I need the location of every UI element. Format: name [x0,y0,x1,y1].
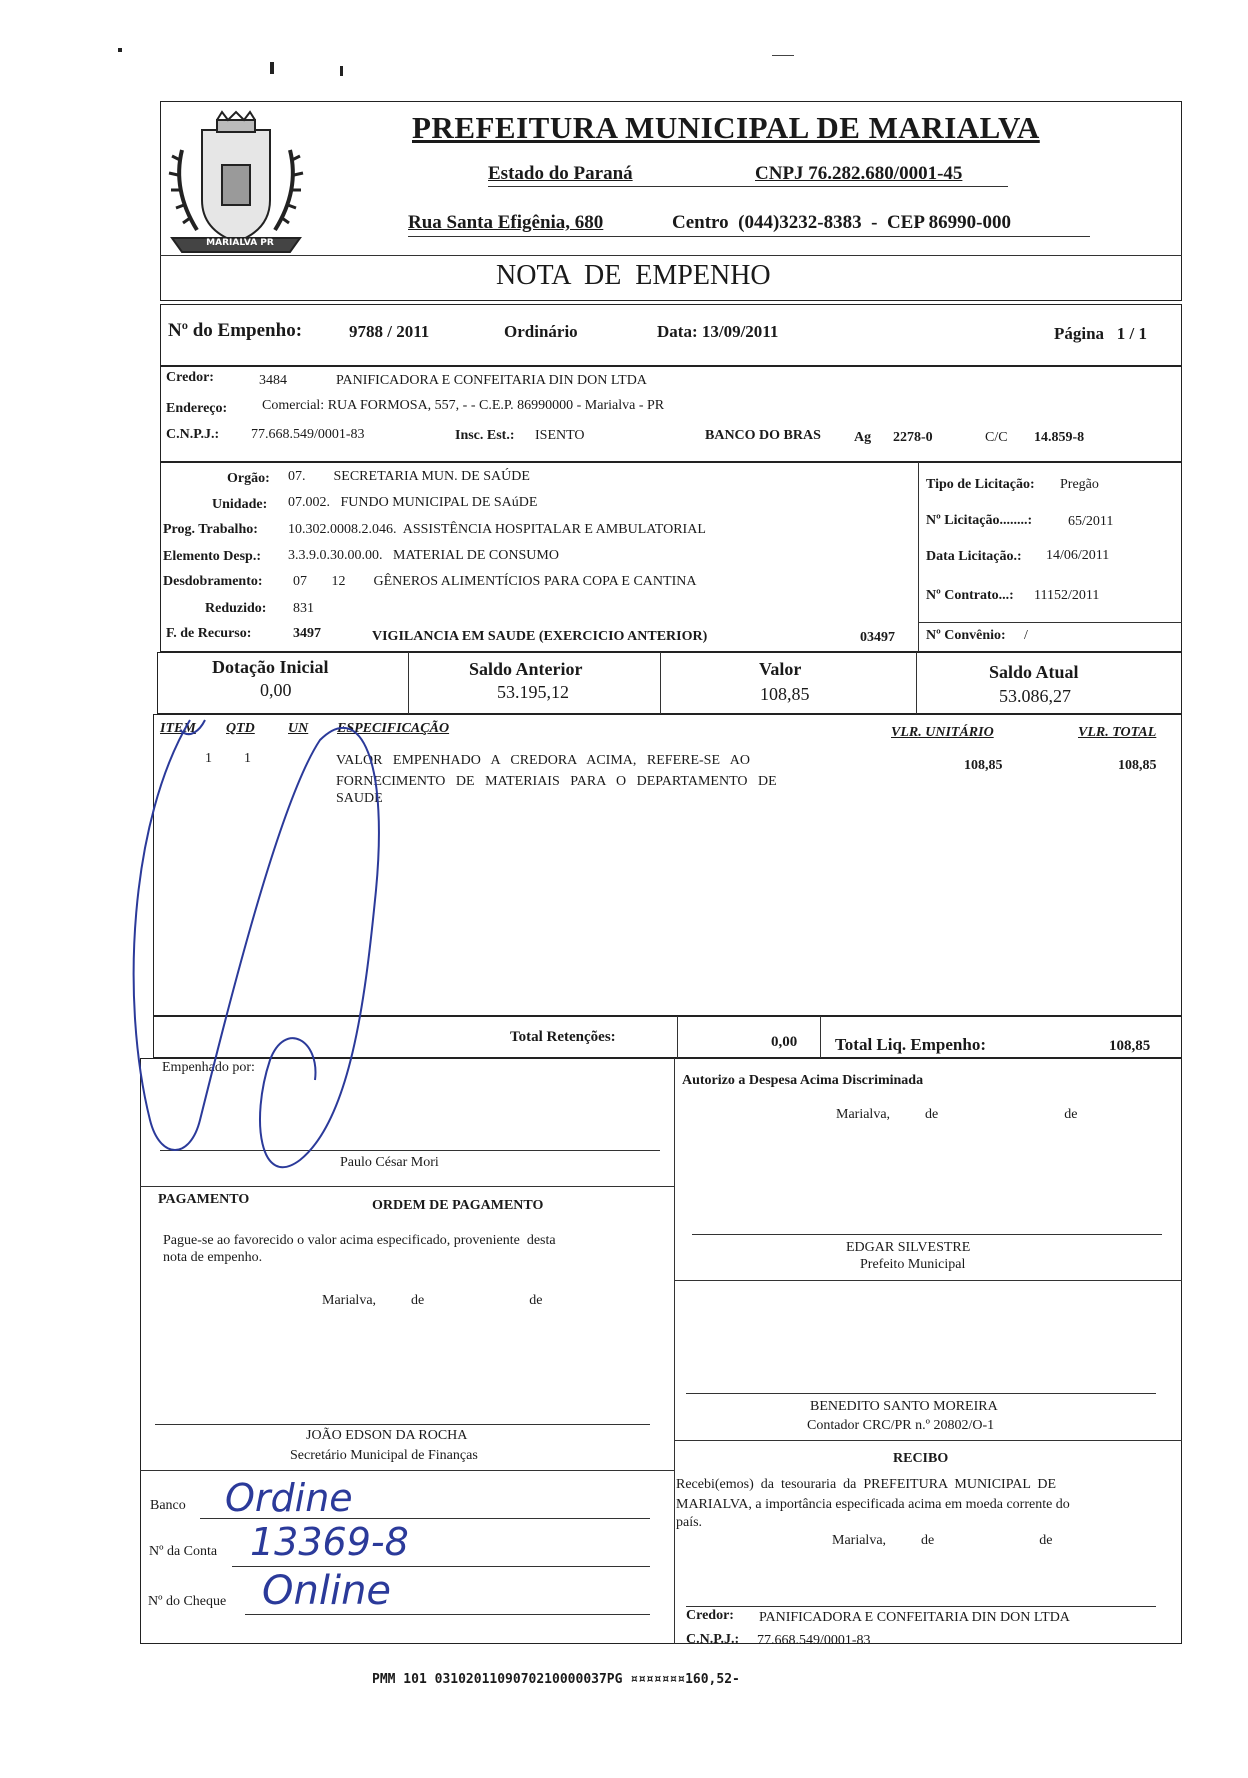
total-retencoes-label: Total Retenções: [510,1029,616,1045]
autorizo-city-date: Marialva, de de [836,1107,1078,1122]
tipo-licitacao-label: Tipo de Licitação: [926,477,1035,492]
state-underline [488,186,1008,187]
convenio-value: / [1024,628,1028,643]
orgao-label: Orgão: [227,471,270,486]
empenho-number: 9788 / 2011 [349,322,430,341]
row-total-value: 108,85 [1118,758,1157,773]
credor-address: Comercial: RUA FORMOSA, 557, - - C.E.P. 86990000 - Marialva - PR [262,398,665,413]
col-total-header: VLR. TOTAL [1078,725,1157,740]
recurso-desc: VIGILANCIA EM SAUDE (EXERCICIO ANTERIOR) [372,629,708,644]
row-spec-line3: SAUDE [336,791,383,806]
contador-role: Contador CRC/PR n.º 20802/O-1 [807,1418,995,1433]
cheque-handwritten: Online [262,1568,392,1614]
contador-name: BENEDITO SANTO MOREIRA [810,1399,998,1414]
saldo-anterior-value: 53.195,12 [497,682,569,702]
col-item-header: ITEM [160,721,196,736]
orgao-value: 07. SECRETARIA MUN. DE SAÚDE [288,469,530,484]
recibo-credor-name: PANIFICADORA E CONFEITARIA DIN DON LTDA [759,1610,1070,1625]
recibo-cnpj: 77.668.549/0001-83 [757,1633,871,1648]
num-licitacao-label: Nº Licitação........: [926,513,1033,528]
tipo-licitacao-value: Pregão [1060,477,1099,492]
convenio-divider [918,622,1182,623]
contrato-value: 11152/2011 [1034,588,1100,603]
empenho-number-label: Nº do Empenho: [168,320,303,341]
credor-insc: ISENTO [535,428,585,443]
credor-ag-label: Ag [854,430,872,445]
dotacao-label: Dotação Inicial [212,657,329,677]
prefeito-signature-line [692,1234,1162,1235]
secretario-bottom-line [140,1470,674,1471]
recibo-city-date: Marialva, de de [832,1533,1053,1548]
recurso-label: F. de Recurso: [166,626,252,641]
banco-label: Banco [150,1498,186,1513]
row-item: 1 [205,751,212,766]
address-underline [408,236,1090,237]
data-licitacao-label: Data Licitação.: [926,549,1022,564]
empenhado-name: Paulo César Mori [340,1155,439,1170]
elemento-label: Elemento Desp.: [163,549,261,564]
prog-label: Prog. Trabalho: [163,522,258,537]
unidade-label: Unidade: [212,497,268,512]
balance-divider-2 [660,652,661,714]
secretario-name: JOÃO EDSON DA ROCHA [306,1428,468,1443]
total-liq-label: Total Liq. Empenho: [835,1035,986,1054]
credor-ag: 2278-0 [893,430,933,445]
scan-mark-3 [118,48,122,52]
prefeito-bottom-line [674,1280,1182,1281]
cheque-label: Nº do Cheque [148,1594,227,1609]
pagamento-city-date: Marialva, de de [322,1293,543,1308]
totals-divider-2 [820,1016,821,1058]
valor-label: Valor [759,659,802,679]
balance-divider-3 [916,652,917,714]
saldo-atual-label: Saldo Atual [989,662,1079,682]
scan-mark-1 [270,62,274,74]
col-qtd-header: QTD [226,721,255,736]
cnpj-header: CNPJ 76.282.680/0001-45 [755,163,963,184]
cheque-line [245,1614,650,1615]
ordem-pagamento-label: ORDEM DE PAGAMENTO [372,1198,544,1213]
recurso-code: 3497 [293,626,321,641]
valor-value: 108,85 [760,684,810,704]
empenho-type: Ordinário [504,322,578,341]
empenhado-bottom-line [140,1186,674,1187]
row-qtd: 1 [244,751,251,766]
contador-signature-line [686,1393,1156,1394]
pagamento-text-1: Pague-se ao favorecido o valor acima especificado, proveniente desta [163,1233,556,1248]
col-unit-header: VLR. UNITÁRIO [891,725,994,740]
credor-address-label: Endereço: [166,401,228,416]
contador-bottom-line [674,1440,1182,1441]
col-spec-header: ESPECIFICAÇÃO [337,721,450,736]
footer-code: PMM 101 0310201109070210000037PG ¤¤¤¤¤¤¤160,52- [372,1672,740,1687]
row-unit-value: 108,85 [964,758,1003,773]
desdobramento-label: Desdobramento: [163,574,263,589]
row-spec-line2: FORNECIMENTO DE MATERIAIS PARA O DEPARTAMENTO DE [336,774,777,789]
col-un-header: UN [288,721,309,736]
desdobramento-value: 07 12 GÊNEROS ALIMENTÍCIOS PARA COPA E CANTINA [293,574,697,589]
elemento-value: 3.3.9.0.30.00.00. MATERIAL DE CONSUMO [288,548,559,563]
credor-cnpj: 77.668.549/0001-83 [251,427,365,442]
document-title: NOTA DE EMPENHO [496,260,771,291]
conta-label: Nº da Conta [149,1544,218,1559]
budget-divider [918,462,919,652]
banco-handwritten: Ordine [225,1476,353,1520]
address-district-phone-cep: Centro (044)3232-8383 - CEP 86990-000 [672,212,1011,233]
address-street: Rua Santa Efigênia, 680 [408,212,604,233]
seal-banner-text: MARIALVA PR [206,238,274,248]
scan-mark-4 [772,55,794,56]
credor-cc-label: C/C [985,430,1008,445]
dotacao-value: 0,00 [260,680,292,700]
num-licitacao-value: 65/2011 [1068,514,1114,529]
conta-handwritten: 13369-8 [250,1520,409,1564]
saldo-anterior-label: Saldo Anterior [469,659,583,679]
credor-insc-label: Insc. Est.: [455,428,515,443]
secretario-signature-line [155,1424,650,1425]
recibo-signature-line [686,1606,1156,1607]
scan-mark-2 [340,66,343,76]
row-spec-line1: VALOR EMPENHADO A CREDORA ACIMA, REFERE-SE AO [336,753,750,768]
pagamento-label: PAGAMENTO [158,1192,250,1207]
page-indicator: Página 1 / 1 [1054,324,1148,343]
credor-box [160,366,1182,462]
recibo-text-2: MARIALVA, a importância especificada acima em moeda corrente do [676,1497,1070,1512]
reduzido-label: Reduzido: [205,601,267,616]
credor-name: PANIFICADORA E CONFEITARIA DIN DON LTDA [336,373,647,388]
lower-center-divider [674,1058,675,1644]
total-retencoes-value: 0,00 [771,1034,798,1050]
total-liq-value: 108,85 [1109,1038,1151,1054]
credor-cnpj-label: C.N.P.J.: [166,427,220,442]
reduzido-value: 831 [293,601,314,616]
recibo-cnpj-label: C.N.P.J.: [686,1632,740,1647]
empenho-date: Data: 13/09/2011 [657,322,779,341]
credor-label: Credor: [166,370,214,385]
totals-divider-1 [677,1016,678,1058]
recibo-title: RECIBO [893,1451,949,1466]
prefeito-name: EDGAR SILVESTRE [846,1240,971,1255]
header-divider [160,255,1182,256]
unidade-value: 07.002. FUNDO MUNICIPAL DE SAúDE [288,495,538,510]
conta-line [232,1566,650,1567]
convenio-label: Nº Convênio: [926,628,1006,643]
recurso-num: 03497 [860,630,895,645]
credor-code: 3484 [259,373,287,388]
empenhado-por-label: Empenhado por: [162,1060,255,1075]
recibo-text-1: Recebi(emos) da tesouraria da PREFEITURA MUNICIPAL DE [676,1477,1057,1492]
pagamento-text-2: nota de empenho. [163,1250,263,1265]
recibo-credor-label: Credor: [686,1608,734,1623]
autorizo-label: Autorizo a Despesa Acima Discriminada [682,1073,924,1088]
signature-scribble-icon [120,700,460,1180]
credor-cc: 14.859-8 [1034,430,1085,445]
saldo-atual-value: 53.086,27 [999,686,1071,706]
prog-value: 10.302.0008.2.046. ASSISTÊNCIA HOSPITALAR E AMBULATORIAL [288,522,706,537]
credor-bank: BANCO DO BRAS [705,428,821,443]
contrato-label: Nº Contrato...: [926,588,1014,603]
state-name: Estado do Paraná [488,163,633,184]
prefeito-role: Prefeito Municipal [860,1257,966,1272]
municipality-title: PREFEITURA MUNICIPAL DE MARIALVA [412,110,1040,145]
secretario-role: Secretário Municipal de Finanças [290,1448,478,1463]
recibo-text-3: país. [676,1515,703,1530]
data-licitacao-value: 14/06/2011 [1046,548,1110,563]
